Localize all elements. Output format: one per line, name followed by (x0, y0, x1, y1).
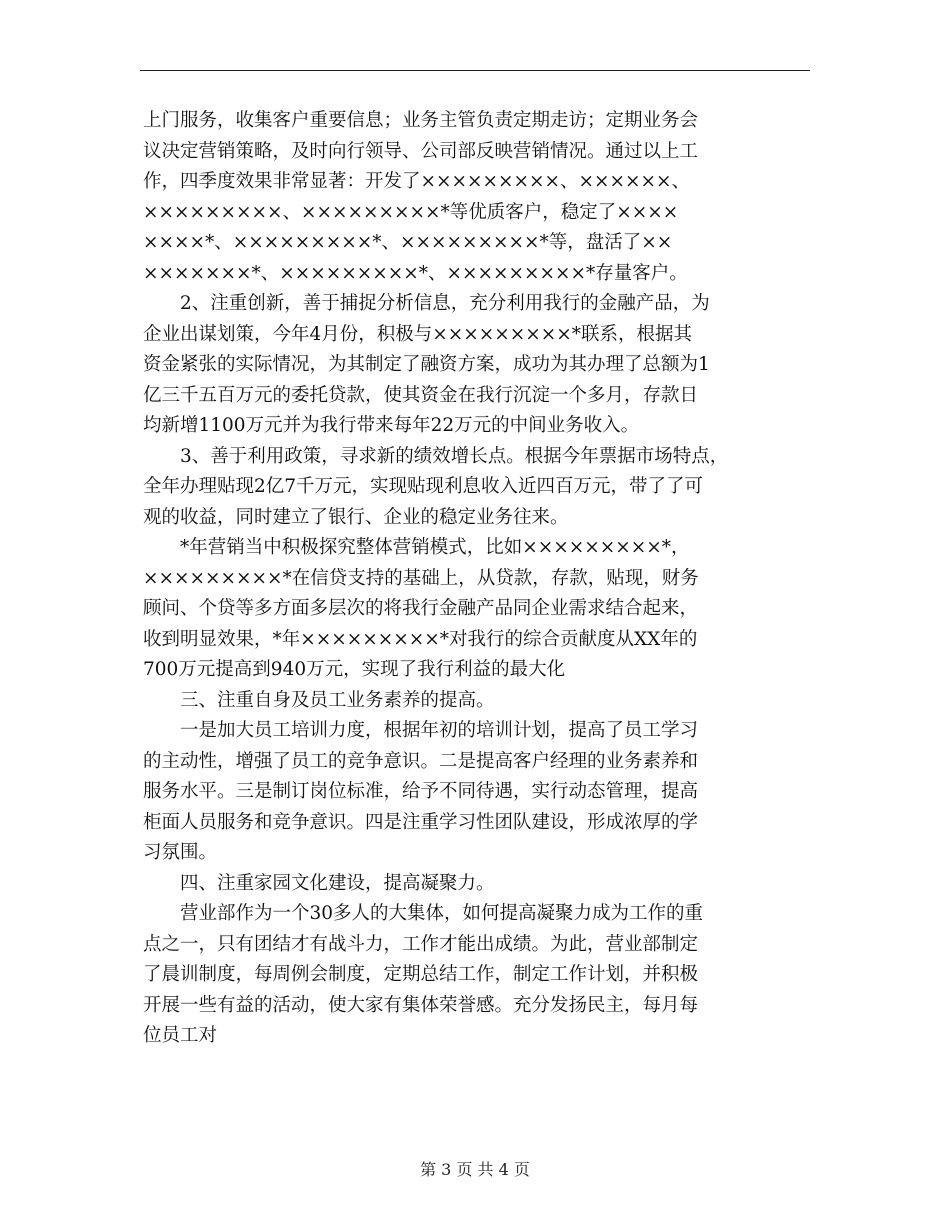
text-line: 三、注重自身及员工业务素养的提高。 (143, 689, 495, 711)
text-line: 2、注重创新，善于捕捉分析信息，充分利用我行的金融产品，为 (143, 293, 710, 314)
text-line: 收到明显效果，*年×××××××××*对我行的综合贡献度从XX年的 (143, 628, 698, 650)
document-body (143, 106, 813, 1052)
text-line: 3、善于利用政策，寻求新的绩效增长点。根据今年票据市场特点， (143, 445, 729, 467)
text-line: 资金紧张的实际情况，为其制定了融资方案，成功为其办理了总额为1 (143, 354, 710, 375)
text-line: 了晨训制度，每周例会制度，定期总结工作，制定工作计划，并积极 (143, 964, 699, 985)
header-rule (140, 70, 810, 71)
text-line: 柜面人员服务和竞争意识。四是注重学习性团队建设，形成浓厚的学 (143, 811, 699, 833)
text-line: 服务水平。三是制订岗位标准，给予不同待遇，实行动态管理，提高 (143, 781, 699, 802)
text-line: 作，四季度效果非常显著：开发了×××××××××、××××××、 (143, 171, 691, 192)
text-line: *年营销当中积极探究整体营销模式，比如×××××××××*， (143, 537, 690, 558)
text-line: 位员工对 (143, 1025, 218, 1046)
text-line: 顾问、个贷等多方面多层次的将我行金融产品同企业需求结合起来， (143, 598, 699, 619)
page-footer: 第 3 页 共 4 页 (420, 1160, 530, 1179)
text-line: 一是加大员工培训力度，根据年初的培训计划，提高了员工学习 (143, 720, 699, 741)
text-line: 均新增1100万元并为我行带来每年22万元的中间业务收入。 (143, 415, 640, 436)
text-line: 的主动性，增强了员工的竞争意识。二是提高客户经理的业务素养和 (143, 750, 699, 772)
text-line: 点之一，只有团结才有战斗力，工作才能出成绩。为此，营业部制定 (143, 933, 699, 955)
text-line: ×××××××*、×××××××××*、×××××××××*存量客户。 (143, 262, 688, 284)
text-line: 营业部作为一个30多人的大集体，如何提高凝聚力成为工作的重 (143, 903, 704, 924)
text-line: 习氛围。 (143, 842, 218, 863)
text-line: ×××××××××、×××××××××*等优质客户，稳定了×××× (143, 201, 679, 223)
text-line: 四、注重家园文化建设，提高凝聚力。 (143, 872, 495, 894)
text-line: 议决定营销策略，及时向行领导、公司部反映营销情况。通过以上工 (143, 140, 699, 162)
text-line: 全年办理贴现2亿7千万元，实现贴现利息收入近四百万元，带了了可 (143, 476, 704, 497)
text-line: 开展一些有益的活动，使大家有集体荣誉感。充分发扬民主，每月每 (143, 994, 699, 1016)
text-line: 上门服务，收集客户重要信息；业务主管负责定期走访；定期业务会 (143, 110, 699, 131)
text-line: 企业出谋划策，今年4月份，积极与×××××××××*联系，根据其 (143, 323, 693, 345)
text-line: 700万元提高到940万元，实现了我行利益的最大化 (143, 659, 566, 680)
text-line: 观的收益，同时建立了银行、企业的稳定业务往来。 (143, 506, 569, 528)
text-line: 亿三千五百万元的委托贷款，使其资金在我行沉淀一个多月，存款日 (143, 384, 699, 406)
text-line: ×××××××××*在信贷支持的基础上，从贷款，存款，贴现，财务 (143, 567, 699, 589)
text-line: ××××*、×××××××××*、×××××××××*等，盘活了×× (143, 232, 673, 253)
